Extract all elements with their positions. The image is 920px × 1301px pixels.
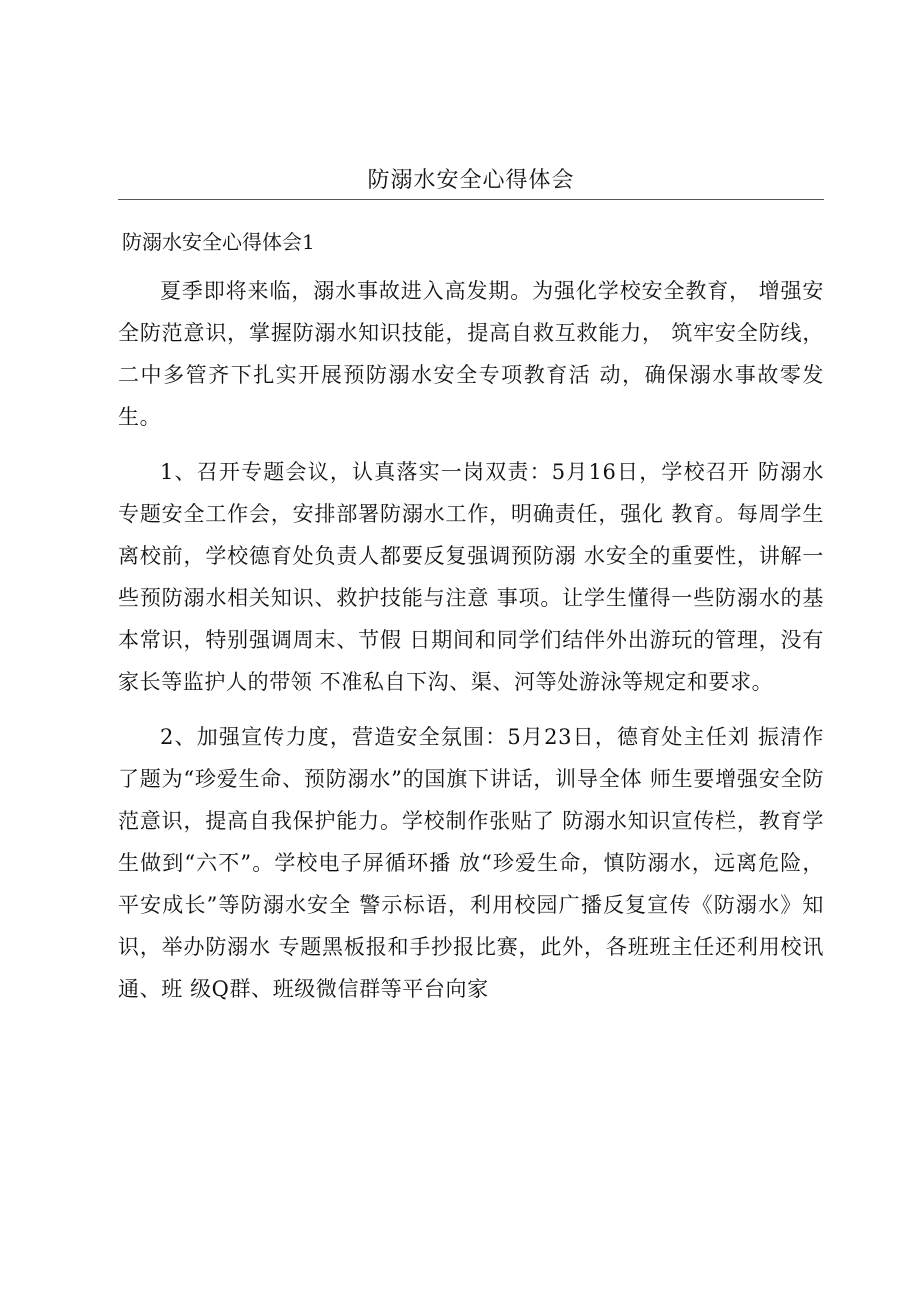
section-heading: 防溺水安全心得体会1 xyxy=(122,230,315,254)
paragraph-intro: 夏季即将来临，溺水事故进入高发期。为强化学校安全教育， 增强安全防范意识，掌握防溺水知识技能，提高自救互救能力， 筑牢安全防线，二中多管齐下扎实开展预防溺水安全专项教育活 动，确保溺水事故零发生。 xyxy=(118,279,824,429)
paragraph-item-2: 2、加强宣传力度，营造安全氛围：5月23日，德育处主任刘 振清作了题为“珍爱生命、预防溺水”的国旗下讲话，训导全体 师生要增强安全防范意识，提高自我保护能力。学校制作张贴了 防溺水知识宣传栏，教育学生做到“六不”。学校电子屏循环播 放“珍爱生命，慎防溺水，远离危险，平安成长”等防溺水安全 警示标语，利用校园广播反复宣传《防溺水》知识，举办防溺水 专题黑板报和手抄报比赛，此外，各班班主任还利用校讯通、班 级Q群、班级微信群等平台向家 xyxy=(118,725,824,1001)
paragraph-item-1: 1、召开专题会议，认真落实一岗双责：5月16日，学校召开 防溺水专题安全工作会，安排部署防溺水工作，明确责任，强化 教育。每周学生离校前，学校德育处负责人都要反复强调预防溺 水安全的重要性，讲解一些预防溺水相关知识、救护技能与注意 事项。让学生懂得一些防溺水的基本常识，特别强调周末、节假 日期间和同学们结伴外出游玩的管理，没有家长等监护人的带领 不准私自下沟、渠、河等处游泳等规定和要求。 xyxy=(118,460,824,694)
document-title: 防溺水安全心得体会 xyxy=(367,168,575,193)
document-body xyxy=(118,270,824,1023)
title-underline-divider xyxy=(118,199,824,200)
